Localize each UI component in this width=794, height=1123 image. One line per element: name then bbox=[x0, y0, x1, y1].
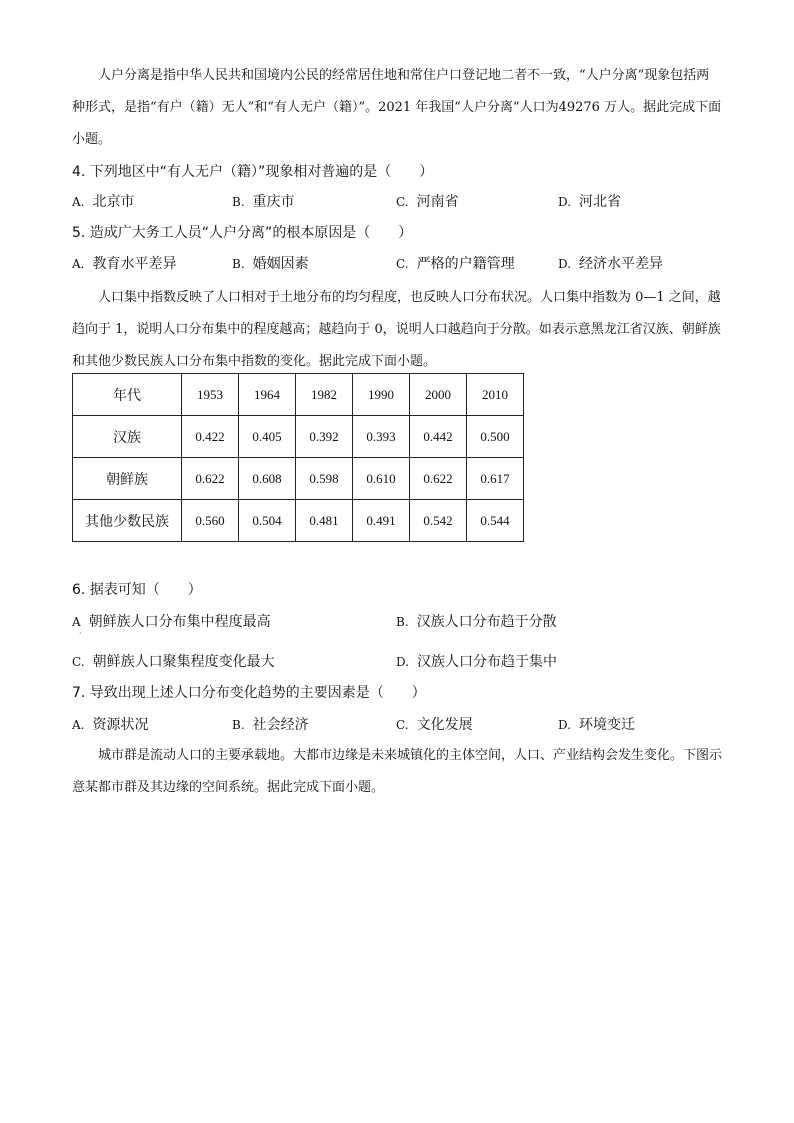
table-cell: 0.622 bbox=[182, 458, 239, 500]
question-7-option-d[interactable]: D. 环境变迁 bbox=[558, 717, 636, 733]
table-header-cell: 年代 bbox=[73, 374, 182, 416]
table-cell: 0.491 bbox=[353, 500, 410, 542]
question-4-options bbox=[72, 192, 732, 212]
table-header-cell: 1953 bbox=[182, 374, 239, 416]
table-row bbox=[73, 458, 524, 500]
question-6-option-c[interactable]: C. 朝鲜族人口聚集程度变化最大 bbox=[72, 654, 275, 670]
concentration-index-table bbox=[72, 373, 524, 542]
table-header-cell: 2010 bbox=[467, 374, 524, 416]
question-7-options bbox=[72, 715, 732, 735]
question-4-option-b[interactable]: B. 重庆市 bbox=[232, 194, 295, 210]
question-5-option-c[interactable]: C. 严格的户籍管理 bbox=[396, 256, 515, 272]
table-cell: 0.598 bbox=[296, 458, 353, 500]
table-cell: 0.500 bbox=[467, 416, 524, 458]
question-5-stem: 5. 造成广大务工人员“人户分离”的根本原因是（ ） bbox=[72, 225, 413, 241]
question-5-option-d[interactable]: D. 经济水平差异 bbox=[558, 256, 664, 272]
passage-population-concentration: 人口集中指数反映了人口相对于土地分布的均匀程度，也反映人口分布状况。人口集中指数为 0—1 之间，越趋向于 1，说明人口分布集中的程度越高；越趋向于 0，说明人口越趋向于分散。如表示意黑龙江省汉族、朝鲜族和其他少数民族人口分布集中指数的变化。据此完成下面小题。 bbox=[72, 290, 721, 369]
question-7-option-a[interactable]: A. 资源状况 bbox=[72, 717, 149, 733]
passage-household-separation: 人户分离是指中华人民共和国境内公民的经常居住地和常住户口登记地二者不一致，“人户分离”现象包括两种形式，是指“有户（籍）无人”和“有人无户（籍）”。2021 年我国“人户分离”人口为49276 万人。据此完成下面小题。 bbox=[72, 68, 722, 147]
table-cell: 汉族 bbox=[73, 416, 182, 458]
table-row bbox=[73, 416, 524, 458]
table-cell: 0.542 bbox=[410, 500, 467, 542]
question-7-option-b[interactable]: B. 社会经济 bbox=[232, 717, 309, 733]
table-cell: 0.481 bbox=[296, 500, 353, 542]
question-5-option-b[interactable]: B. 婚姻因素 bbox=[232, 256, 309, 272]
table-cell: 0.393 bbox=[353, 416, 410, 458]
table-cell: 0.405 bbox=[239, 416, 296, 458]
table-cell: 0.608 bbox=[239, 458, 296, 500]
table-header-cell: 1982 bbox=[296, 374, 353, 416]
table-cell: 其他少数民族 bbox=[73, 500, 182, 542]
table-header-cell: 2000 bbox=[410, 374, 467, 416]
question-5-options bbox=[72, 254, 732, 274]
table-cell: 0.617 bbox=[467, 458, 524, 500]
table-cell: 0.610 bbox=[353, 458, 410, 500]
table-header-row bbox=[73, 374, 524, 416]
table-cell: 0.504 bbox=[239, 500, 296, 542]
passage-urban-agglomeration: 城市群是流动人口的主要承载地。大都市边缘是未来城镇化的主体空间，人口、产业结构会发生变化。下图示意某都市群及其边缘的空间系统。据此完成下面小题。 bbox=[72, 748, 723, 795]
question-7-stem: 7. 导致出现上述人口分布变化趋势的主要因素是（ ） bbox=[72, 685, 426, 701]
question-6-option-a[interactable]: A 朝鲜族人口分布集中程度最高 bbox=[72, 614, 271, 630]
table-row bbox=[73, 500, 524, 542]
table-cell: 0.544 bbox=[467, 500, 524, 542]
question-5-option-a[interactable]: A. 教育水平差异 bbox=[72, 256, 177, 272]
question-6-stem: 6. 据表可知（ ） bbox=[72, 582, 202, 598]
table-header-cell: 1990 bbox=[353, 374, 410, 416]
table-cell: 0.442 bbox=[410, 416, 467, 458]
question-6-options-row-2 bbox=[72, 652, 732, 672]
question-6-options-row-1 bbox=[72, 612, 732, 632]
question-6-option-b[interactable]: B. 汉族人口分布趋于分散 bbox=[396, 614, 557, 630]
table-cell: 0.392 bbox=[296, 416, 353, 458]
table-header-cell: 1964 bbox=[239, 374, 296, 416]
table-cell: 0.560 bbox=[182, 500, 239, 542]
question-4-stem: 4. 下列地区中“有人无户（籍）”现象相对普遍的是（ ） bbox=[72, 164, 434, 180]
table-cell: 朝鲜族 bbox=[73, 458, 182, 500]
question-4-option-d[interactable]: D. 河北省 bbox=[558, 194, 622, 210]
stray-dot-mark: ˊ bbox=[78, 632, 82, 641]
question-4-option-a[interactable]: A. 北京市 bbox=[72, 194, 135, 210]
question-7-option-c[interactable]: C. 文化发展 bbox=[396, 717, 473, 733]
question-4-option-c[interactable]: C. 河南省 bbox=[396, 194, 459, 210]
table-cell: 0.622 bbox=[410, 458, 467, 500]
question-6-option-d[interactable]: D. 汉族人口分布趋于集中 bbox=[396, 654, 558, 670]
table-cell: 0.422 bbox=[182, 416, 239, 458]
